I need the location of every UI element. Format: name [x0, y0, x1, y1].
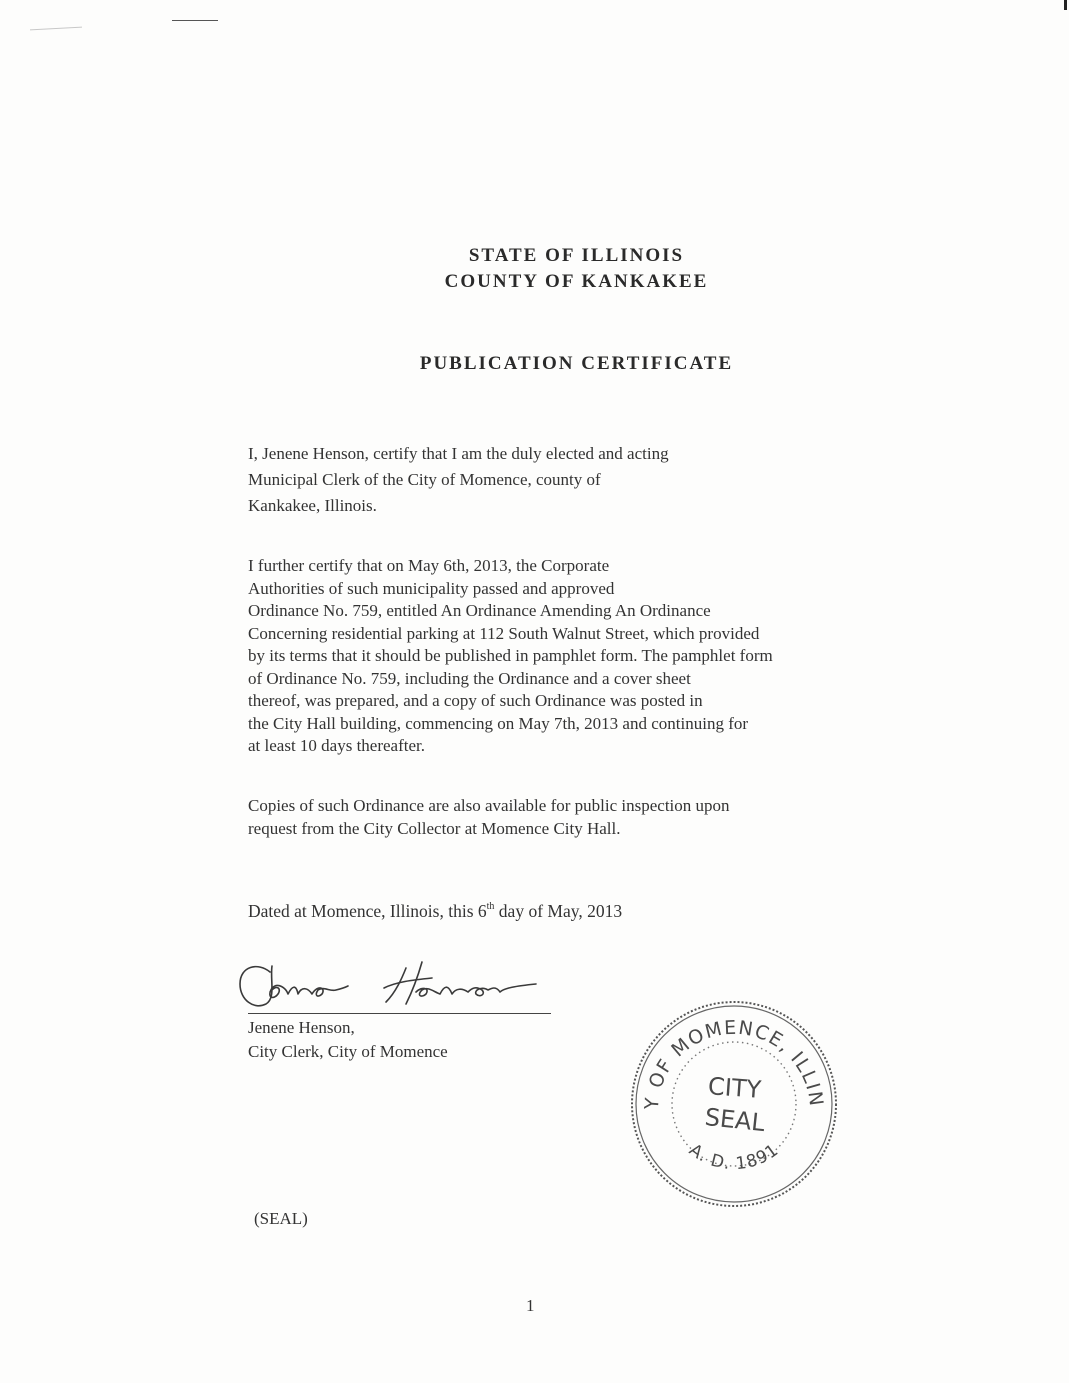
paragraph-line: Copies of such Ordinance are also available for public inspection upon — [248, 796, 730, 815]
paragraph-line: thereof, was prepared, and a copy of such Ordinance was posted in — [248, 691, 703, 710]
signer-title: City Clerk, City of Momence — [248, 1042, 448, 1061]
page-number: 1 — [526, 1296, 535, 1315]
seal-ring-top-text: Y OF MOMENCE, ILLIN — [640, 1016, 828, 1111]
inspection-paragraph — [248, 795, 928, 840]
seal-center-text-2: SEAL — [703, 1102, 767, 1138]
city-seal-stamp — [628, 998, 840, 1210]
paragraph-line: the City Hall building, commencing on May 7th, 2013 and continuing for — [248, 713, 749, 733]
signature-line — [248, 1013, 551, 1014]
handwritten-signature — [236, 958, 556, 1018]
paragraph-line: Concerning residential parking at 112 South Walnut Street, which provided — [248, 623, 760, 643]
paragraph-line: Kankakee, Illinois. — [248, 496, 377, 515]
certification-paragraph — [248, 441, 928, 519]
paragraph-line: I, Jenene Henson, certify that I am the duly elected and acting — [248, 444, 669, 463]
scan-mark — [30, 27, 82, 31]
dated-suffix: day of May, 2013 — [494, 901, 623, 921]
ordinance-paragraph — [248, 555, 928, 758]
signer-name: Jenene Henson, — [248, 1018, 355, 1037]
dated-prefix: Dated at Momence, Illinois, this 6 — [248, 901, 487, 921]
paragraph-line: at least 10 days thereafter. — [248, 736, 426, 755]
scan-mark — [1064, 0, 1067, 10]
dated-line — [248, 896, 928, 923]
dated-ordinal: th — [486, 901, 495, 912]
document-title: PUBLICATION CERTIFICATE — [419, 353, 734, 374]
seal-graphic — [628, 998, 840, 1210]
seal-center-text-1: CITY — [707, 1072, 763, 1104]
county-heading: COUNTY OF KANKAKEE — [444, 271, 709, 292]
paragraph-line: Ordinance No. 759, entitled An Ordinance Amending An Ordinance — [248, 601, 711, 620]
paragraph-line: of Ordinance No. 759, including the Ordinance and a cover sheet — [248, 668, 691, 688]
paragraph-line: request from the City Collector at Momence City Hall. — [248, 818, 621, 838]
paragraph-line: Municipal Clerk of the City of Momence, county of — [248, 470, 601, 489]
paragraph-line: I further certify that on May 6th, 2013, the Corporate — [248, 556, 610, 575]
scan-mark — [172, 20, 218, 21]
seal-label: (SEAL) — [254, 1209, 308, 1228]
seal-ring-bottom-text: A. D. 1891 — [685, 1140, 783, 1175]
state-heading: STATE OF ILLINOIS — [468, 245, 685, 266]
paragraph-line: by its terms that it should be published in pamphlet form. The pamphlet form — [248, 646, 773, 665]
signature-graphic — [236, 958, 556, 1018]
paragraph-line: Authorities of such municipality passed and approved — [248, 578, 615, 598]
svg-text:A. D. 1891 — [685, 1140, 783, 1174]
